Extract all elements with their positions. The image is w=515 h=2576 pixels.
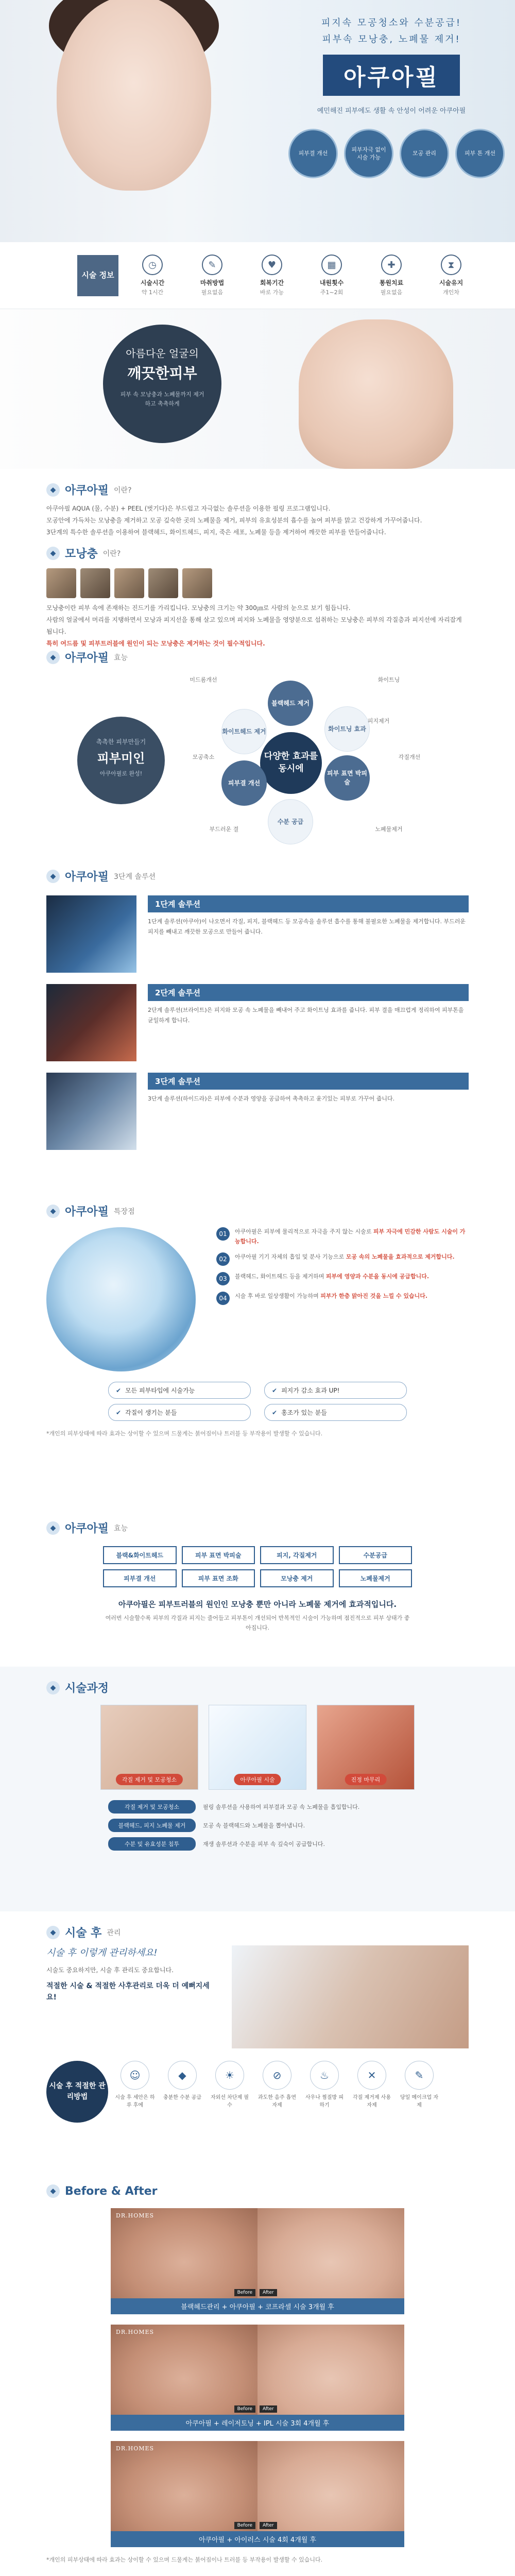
feature-text xyxy=(235,1252,455,1266)
step-name: 솔루션 xyxy=(178,900,201,909)
check-item xyxy=(108,1404,251,1421)
care-caption: 당일 메이크업 자제 xyxy=(400,2095,438,2108)
feature-text-main: 아쿠아필 기기 자체의 흡입 및 분사 기능으로 xyxy=(235,1253,345,1261)
section-header xyxy=(0,1520,515,1536)
features-body xyxy=(0,1219,515,1371)
paragraph: 모낭충이란 피부 속에 존재하는 진드기를 가리킵니다. 모낭충의 크기는 약 300㎛로 사람의 눈으로 보기 힘듭니다. xyxy=(46,604,351,612)
info-label: 마취방법 xyxy=(200,279,225,286)
feature-text-main: 아쿠아필은 피부에 물리적으로 자극을 주지 않는 시술로 xyxy=(235,1228,372,1235)
before-image xyxy=(111,2208,258,2298)
before-after-card xyxy=(111,2208,404,2314)
section-title: 모낭충 xyxy=(65,548,98,561)
step-image xyxy=(46,895,136,973)
water-drop-icon: ◆ xyxy=(168,2061,197,2090)
info-item-outpatient xyxy=(366,255,417,296)
after-image xyxy=(258,2441,404,2531)
hero-section xyxy=(0,0,515,242)
step-title xyxy=(148,984,469,1001)
section-subtitle: 효능 xyxy=(114,1524,128,1533)
process-line xyxy=(108,1837,407,1851)
paragraph: 아쿠아필 AQUA (물, 수분) + PEEL (벗기다)은 부드럽고 자극없는 솔루션을 이용한 필링 프로그램입니다. xyxy=(46,505,331,512)
step-text: 2단계 솔루션(브라이트)은 피지와 모공 속 노폐물을 빼내어 주고 화이트닝 효과를 줍니다. 피부 결을 매끄럽게 정리하여 피부톤을 균일하게 합니다. xyxy=(148,1007,464,1024)
before-after-image xyxy=(111,2441,404,2531)
feature-text-highlight: 모공 속의 노폐물을 효과적으로 제거합니다. xyxy=(346,1253,455,1261)
care-caption: 충분한 수분 공급 xyxy=(163,2095,201,2100)
section-title: 아쿠아필 xyxy=(65,1522,109,1535)
feature-text-highlight: 피부에 영양과 수분을 동시에 공급합니다. xyxy=(325,1273,430,1280)
scrub-icon: ✕ xyxy=(357,2061,386,2090)
process-card-caption: 각질 제거 및 모공청소 xyxy=(116,1774,183,1785)
effect-label: 미드롬개선 xyxy=(190,676,217,683)
process-tag: 수분 및 유효성분 침투 xyxy=(108,1837,196,1851)
effect-tag: 모낭충 제거 xyxy=(260,1569,334,1587)
effect-diagram xyxy=(46,670,469,856)
pore-thumbnail xyxy=(46,568,76,598)
section-header xyxy=(0,545,515,561)
hero-circle: 피부결 개선 xyxy=(288,129,338,178)
sauna-icon: ♨ xyxy=(310,2061,339,2090)
recommend-checklist xyxy=(0,1371,515,1421)
section-header xyxy=(0,2184,515,2198)
process-tag: 블랙헤드, 피지 노폐물 제거 xyxy=(108,1819,196,1832)
intro-line-2: 깨끗한피부 xyxy=(127,365,197,382)
check-icon: ✔ xyxy=(272,1386,278,1394)
section-subtitle: 이란? xyxy=(114,486,132,495)
aftercare-photo xyxy=(232,1945,469,2048)
drop-icon: ◆ xyxy=(46,1681,60,1694)
drop-icon: ◆ xyxy=(46,483,60,497)
after-label: After xyxy=(260,2522,277,2529)
section-subtitle: 효능 xyxy=(114,653,128,662)
check-icon: ✔ xyxy=(272,1409,278,1416)
section-subtitle: 3단계 솔루션 xyxy=(114,872,156,881)
effect-label: 노폐물제거 xyxy=(375,826,403,833)
step-number: 2단계 xyxy=(155,988,176,997)
section-title: 아쿠아필 xyxy=(65,652,109,665)
steps-section xyxy=(0,855,515,1190)
clinic-logo: DR.HOMES xyxy=(116,2329,154,2335)
step-row xyxy=(0,1073,515,1150)
step-row xyxy=(0,895,515,973)
aftercare-script: 시술 후 이렇게 관리하세요! xyxy=(46,1947,158,1958)
before-image xyxy=(111,2441,258,2531)
section-title: 시술과정 xyxy=(65,1682,109,1695)
info-label: 통원치료 xyxy=(379,279,404,286)
effect-hex: 수분 공급 xyxy=(268,799,313,844)
intro-section xyxy=(0,309,515,469)
features-section xyxy=(0,1190,515,1507)
heart-icon: ♥ xyxy=(262,255,282,275)
care-item xyxy=(351,2061,392,2109)
process-card xyxy=(209,1705,306,1790)
intro-line-1: 아름다운 얼굴의 xyxy=(126,347,199,360)
before-label: Before xyxy=(234,2405,255,2413)
feature-number: 02 xyxy=(216,1252,230,1266)
step-number: 1단계 xyxy=(155,900,176,909)
info-label: 시술유지 xyxy=(439,279,464,286)
process-cards xyxy=(0,1705,515,1790)
intro-circle xyxy=(103,325,221,443)
step-row xyxy=(0,984,515,1061)
effect-hex: 블랙헤드 제거 xyxy=(268,681,313,726)
hero-subtitle-1: 피지속 모공청소와 수분공급! xyxy=(321,18,462,28)
clock-icon: ◷ xyxy=(142,255,163,275)
feature-item xyxy=(216,1252,469,1266)
drop-icon: ◆ xyxy=(46,870,60,883)
hero-feature-circles xyxy=(288,129,505,178)
calendar-icon: ▦ xyxy=(321,255,342,275)
hospital-icon: ✚ xyxy=(381,255,402,275)
hero-titlebox xyxy=(288,15,494,115)
aftercare-tips xyxy=(0,2048,515,2123)
side-line-3: 아쿠아필로 완성! xyxy=(99,770,143,777)
effect-tag: 피지, 각질제거 xyxy=(260,1546,334,1564)
paragraph: 3단계의 특수한 솔루션을 이용하여 블랙헤드, 화이트헤드, 피지, 죽은 세포, 노폐물 등을 제거하여 깨끗한 피부를 만들어줍니다. xyxy=(46,528,386,536)
section-subtitle: 관리 xyxy=(107,1928,121,1937)
feature-number: 01 xyxy=(216,1227,230,1241)
feature-number: 03 xyxy=(216,1272,230,1285)
section-header xyxy=(0,1680,515,1696)
process-card-caption: 진정 마무리 xyxy=(345,1774,387,1785)
effect-label: 모공축소 xyxy=(192,754,215,760)
check-item xyxy=(108,1382,251,1399)
pore-thumbnails xyxy=(0,561,515,598)
effect-label: 부드러운 결 xyxy=(209,826,239,833)
side-line-2: 피부미인 xyxy=(97,751,145,766)
step-number: 3단계 xyxy=(155,1077,176,1086)
before-after-image xyxy=(111,2208,404,2298)
effect-tags xyxy=(0,1536,515,1587)
aftercare-top xyxy=(0,1940,515,2048)
effect-tag: 노폐물제거 xyxy=(339,1569,413,1587)
drop-icon: ◆ xyxy=(46,1205,60,1218)
check-icon: ✔ xyxy=(116,1409,122,1416)
info-item-visits xyxy=(306,255,357,296)
intro-model-image xyxy=(299,319,453,469)
effect-quote: 아쿠아필은 피부트러블의 원인인 모낭충 뿐만 아니라 노폐물 제거에 효과적입니다. xyxy=(118,1600,397,1609)
before-label: Before xyxy=(234,2289,255,2296)
hourglass-icon: ⧗ xyxy=(441,255,461,275)
feature-text xyxy=(235,1292,427,1305)
effect2-section xyxy=(0,1507,515,1667)
side-line-1: 촉촉한 피부만들기 xyxy=(96,738,146,745)
highlight-text: 특히 여드름 및 피부트러블에 원인이 되는 모낭충은 제거하는 것이 필수적입니다. xyxy=(46,639,265,647)
check-label: 모든 피부타입에 시술가능 xyxy=(125,1387,195,1394)
clinic-logo: DR.HOMES xyxy=(116,2445,154,2452)
before-after-image xyxy=(111,2325,404,2415)
effect-center: 다양한 효과를 동시에 xyxy=(260,732,322,794)
pore-thumbnail xyxy=(182,568,212,598)
step-name: 솔루션 xyxy=(178,1077,201,1086)
hero-subtitle-2: 피부속 모낭충, 노폐물 제거! xyxy=(322,34,461,45)
process-card-caption: 아쿠아필 시술 xyxy=(234,1774,281,1785)
check-label: 피지가 감소 효과 UP! xyxy=(281,1387,340,1394)
care-caption: 시술 후 세안은 하루 후에 xyxy=(115,2095,155,2108)
aftercare-text xyxy=(46,1945,216,2048)
process-desc: 모공 속 블랙헤드와 노폐물을 뽑아냅니다. xyxy=(203,1822,305,1829)
aftercare-section xyxy=(0,1911,515,2172)
clinic-logo: DR.HOMES xyxy=(116,2212,154,2219)
feature-text-main: 시술 후 바로 일상생활이 가능하며 xyxy=(235,1293,319,1300)
info-item-recovery xyxy=(246,255,298,296)
effect-hex: 화이트닝 효과 xyxy=(324,706,370,752)
step-body xyxy=(148,984,469,1061)
process-desc: 재생 솔루션과 수분을 피부 속 깊숙이 공급합니다. xyxy=(203,1841,325,1848)
info-item-duration xyxy=(425,255,477,296)
effect-quote-sub: 여러번 시술할수록 피부의 각질과 피지는 줄어들고 피부톤이 개선되어 반복적인 시술이 가능하며 점진적으로 피부 상태가 좋아집니다. xyxy=(105,1615,410,1631)
drop-icon: ◆ xyxy=(46,2184,60,2198)
process-list xyxy=(0,1790,515,1851)
care-caption: 과도한 음주 흡연 자제 xyxy=(258,2095,296,2108)
syringe-icon: ✎ xyxy=(202,255,222,275)
process-line xyxy=(108,1819,407,1832)
step-body xyxy=(148,1073,469,1150)
effect-tag: 피부결 개선 xyxy=(103,1569,177,1587)
aftercare-highlight: 적절한 시술 & 적절한 사후관리로 더욱 더 예뻐지세요! xyxy=(46,1981,210,2002)
process-card xyxy=(100,1705,198,1790)
section-header xyxy=(0,1924,515,1940)
section-header xyxy=(0,649,515,665)
effect-hex: 피부 표면 박피술 xyxy=(324,755,370,801)
effect-tag: 피부 표면 박피술 xyxy=(182,1546,255,1564)
info-item-time xyxy=(127,255,178,296)
step-body xyxy=(148,895,469,973)
section-title: Before & After xyxy=(65,2184,158,2198)
before-label: Before xyxy=(234,2522,255,2529)
step-text: 1단계 솔루션(아쿠아)이 나오면서 각질, 피지, 블랙헤드 등 모공속을 솔루션 흡수를 통해 불필요한 노폐물을 제거합니다. 부드러운 피지를 빼내고 깨끗한 모공으로 만들어 줍니다. xyxy=(148,918,466,935)
effect-label: 피지제거 xyxy=(367,718,390,724)
info-value: 약 1시간 xyxy=(141,289,164,296)
care-caption: 각질 제거제 사용 자제 xyxy=(353,2095,391,2108)
section-title: 시술 후 xyxy=(65,1927,102,1940)
info-label: 시술시간 xyxy=(140,279,165,286)
process-line xyxy=(108,1800,407,1814)
info-label: 내원횟수 xyxy=(319,279,344,286)
check-label: 각질이 생기는 분들 xyxy=(125,1409,177,1416)
section-subtitle: 이란? xyxy=(102,549,121,558)
effect-label: 각질개선 xyxy=(398,754,421,760)
effect-section xyxy=(0,639,515,855)
step-image xyxy=(46,984,136,1061)
info-value: 필요없음 xyxy=(201,289,224,296)
feature-text-highlight: 피부 자극에 민감한 사람도 시술이 가능합니다. xyxy=(235,1228,466,1245)
section-title: 아쿠아필 xyxy=(65,484,109,497)
feature-number: 04 xyxy=(216,1292,230,1305)
aftercare-badge: 시술 후 적절한 관리방법 xyxy=(46,2061,108,2123)
footer-disclaimer: *개인의 피부상태에 따라 효과는 상이할 수 있으며 드물게는 붉어짐이나 트러블 등 부작용이 발생할 수 있습니다. xyxy=(46,2556,323,2563)
effect-tag: 피부 표면 조화 xyxy=(182,1569,255,1587)
disclaimer-note: *개인의 피부상태에 따라 효과는 상이할 수 있으며 드물게는 붉어짐이나 트러블 등 부작용이 발생할 수 있습니다. xyxy=(46,1430,323,1437)
before-after-caption: 아쿠아필 + 레이저토닝 + IPL 시술 3회 4개월 후 xyxy=(111,2415,404,2431)
info-value: 개인차 xyxy=(443,289,459,296)
info-label: 회복기간 xyxy=(260,279,284,286)
effect-hex: 피부결 개선 xyxy=(221,760,267,806)
info-item-anesthesia xyxy=(186,255,238,296)
info-value: 필요없음 xyxy=(380,289,403,296)
no-smoking-icon: ⊘ xyxy=(263,2061,291,2090)
drop-icon: ◆ xyxy=(46,1521,60,1535)
section-header xyxy=(0,1203,515,1219)
what-is-section xyxy=(0,469,515,647)
care-item xyxy=(304,2061,345,2109)
section-title: 아쿠아필 xyxy=(65,871,109,884)
info-value: 주1~2회 xyxy=(320,289,344,296)
process-card xyxy=(317,1705,415,1790)
before-after-section xyxy=(0,2172,515,2576)
feature-text xyxy=(235,1272,429,1285)
section-subtitle: 특장점 xyxy=(114,1207,135,1216)
step-text: 3단계 솔루션(하이드라)은 피부에 수분과 영양을 공급하여 촉촉하고 윤기있는 피부로 가꾸어 줍니다. xyxy=(148,1095,395,1102)
pore-thumbnail xyxy=(80,568,110,598)
info-value: 바로 가능 xyxy=(260,289,284,296)
before-after-caption: 아쿠아필 + 아이러스 시술 4회 4개월 후 xyxy=(111,2531,404,2547)
pore-thumbnail xyxy=(148,568,178,598)
makeup-icon: ✎ xyxy=(405,2061,434,2090)
care-item xyxy=(162,2061,203,2102)
water-splash-image xyxy=(46,1227,196,1371)
step-title xyxy=(148,895,469,912)
care-caption: 자외선 차단제 필수 xyxy=(211,2095,249,2108)
face-wash-icon: ☺ xyxy=(121,2061,149,2090)
care-item xyxy=(399,2061,440,2109)
care-caption: 사우나 찜질방 피하기 xyxy=(305,2095,344,2108)
before-after-card xyxy=(111,2325,404,2431)
effect-hex: 화이트헤드 제거 xyxy=(221,709,267,754)
section-title: 아쿠아필 xyxy=(65,1206,109,1218)
after-image xyxy=(258,2208,404,2298)
care-item xyxy=(114,2061,156,2109)
aftercare-paragraph: 시술도 중요하지만, 시술 후 관리도 중요합니다. xyxy=(46,1967,174,1974)
paragraph: 모공안에 가득차는 모낭충을 제거하고 모공 깊숙한 곳의 노폐물을 제거, 피부의 유효성분의 흡수를 높여 피부를 맑고 건강하게 가꾸어줍니다. xyxy=(46,516,422,524)
hero-description: 예민해진 피부에도 생활 속 안성이 어려운 아쿠아필 xyxy=(317,107,466,115)
feature-item xyxy=(216,1292,469,1305)
process-section xyxy=(0,1667,515,1911)
after-label: After xyxy=(260,2289,277,2296)
check-item xyxy=(264,1382,407,1399)
drop-icon: ◆ xyxy=(46,1926,60,1939)
hero-model-image xyxy=(57,0,211,191)
pore-thumbnail xyxy=(114,568,144,598)
step-name: 솔루션 xyxy=(178,988,201,997)
hero-circle: 피부자극 없이 시술 가능 xyxy=(344,129,393,178)
care-item xyxy=(209,2061,250,2109)
after-image xyxy=(258,2325,404,2415)
effect-label: 화이트닝 xyxy=(377,676,400,683)
hero-circle: 모공 관리 xyxy=(400,129,449,178)
feature-item xyxy=(216,1272,469,1285)
step-image xyxy=(46,1073,136,1150)
effect-tag: 수분공급 xyxy=(339,1546,413,1564)
drop-icon: ◆ xyxy=(46,547,60,560)
effect-side-circle xyxy=(77,717,165,804)
before-after-card xyxy=(111,2441,404,2547)
feature-text-highlight: 피부가 한층 맑아진 것을 느낄 수 있습니다. xyxy=(320,1293,428,1300)
process-desc: 필링 솔루션을 사용하여 피부결과 모공 속 노폐물을 흡입합니다. xyxy=(203,1804,360,1810)
process-tag: 각질 제거 및 모공청소 xyxy=(108,1800,196,1814)
info-badge: 시술 정보 xyxy=(77,255,118,296)
before-after-caption: 블랙헤드관리 + 아쿠아필 + 코프라셀 시술 3개월 후 xyxy=(111,2298,404,2314)
features-list xyxy=(216,1227,469,1371)
after-label: After xyxy=(260,2405,277,2413)
effect-tag: 블랙&화이트헤드 xyxy=(103,1546,177,1564)
paragraph: 사람의 얼굴에서 머리를 지탱하면서 모낭과 피지선을 통해 살고 있으며 피지와 노폐물을 영양분으로 섭취하는 모낭충은 피부의 각질층과 피지선에 자리잡게 됩니다. xyxy=(46,616,462,635)
check-label: 홍조가 있는 분들 xyxy=(281,1409,327,1416)
check-item xyxy=(264,1404,407,1421)
feature-text-main: 블랙헤드, 화이트헤드 등을 제거하며 xyxy=(235,1273,324,1280)
drop-icon: ◆ xyxy=(46,651,60,664)
intro-line-3: 피부 속 모낭충과 노폐물까지 제거하고 촉촉하게 xyxy=(120,391,204,407)
hero-circle: 피부 톤 개선 xyxy=(455,129,505,178)
before-image xyxy=(111,2325,258,2415)
section-header xyxy=(0,868,515,884)
feature-item xyxy=(216,1227,469,1246)
procedure-info-bar xyxy=(0,242,515,309)
section-header xyxy=(0,482,515,498)
hero-title: 아쿠아필 xyxy=(323,55,460,96)
care-item xyxy=(256,2061,298,2109)
feature-text xyxy=(235,1227,469,1246)
sun-icon: ☀ xyxy=(215,2061,244,2090)
check-icon: ✔ xyxy=(116,1386,122,1394)
step-title xyxy=(148,1073,469,1090)
